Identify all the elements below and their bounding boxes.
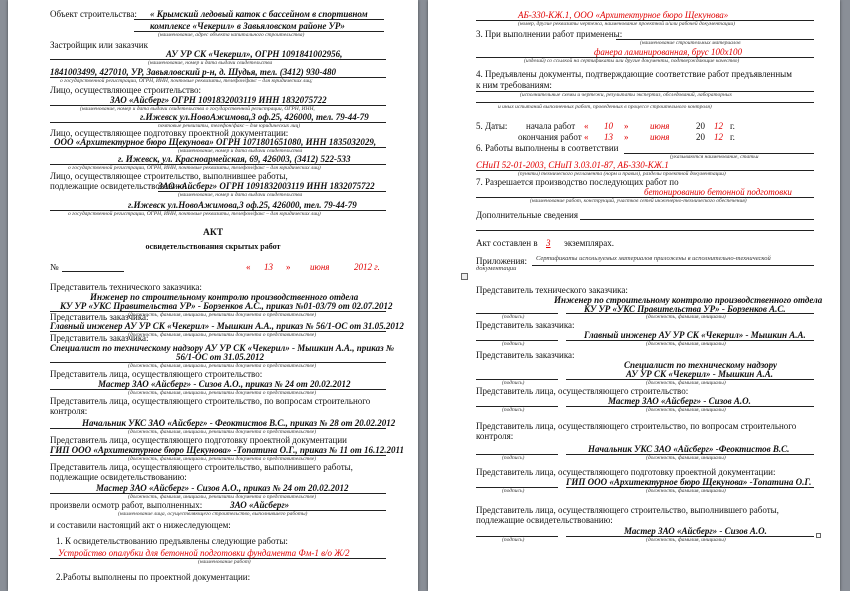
- item5-label: 5. Даты:: [476, 121, 508, 131]
- extra-label: Дополнительные сведения: [476, 210, 579, 220]
- item7-label: 7. Разрешается производство последующих работ по: [476, 177, 679, 187]
- sign1-note: (должность, фамилия, инициалы): [646, 341, 726, 347]
- item3-label: 3. При выполнении работ применены:: [476, 29, 623, 39]
- rep4-label-1: Представитель лица, осуществляющего строительство, по вопросам строительного: [50, 396, 371, 406]
- builder-label: Лицо, осуществляющее строительство:: [50, 85, 202, 95]
- rep2-note: (должность, фамилия, инициалы, реквизиты документа о представительстве): [128, 363, 317, 369]
- rep0-value-2: КУ УР «УКС Правительства УР» - Борзенков А.С., приказ №01-03/79 от 02.07.2012: [60, 301, 393, 311]
- item6-note-1: (указываются наименование, статьи: [670, 154, 759, 160]
- end-g: г.: [730, 132, 735, 142]
- sign6-note: (должность, фамилия, инициалы): [646, 537, 726, 543]
- item1-value: Устройство опалубки для бетонной подготовки фундамента Фм-1 в/о Ж/2: [58, 548, 350, 558]
- builder2-value-2: г.Ижевск ул.НовоАжимова,3 оф.25, 426000, тел. 79-44-79: [128, 200, 357, 210]
- resize-handle-icon[interactable]: [816, 533, 821, 538]
- builder2-note-1: (наименование, номер и дата выдачи свидетельства: [178, 192, 303, 198]
- item7-note: (наименование работ, конструкций, участков сетей инженерно-технического обеспечения): [530, 198, 747, 204]
- sign2-value-1: Специалист по техническому надзору: [624, 360, 778, 370]
- start-month: июня: [650, 121, 670, 131]
- start-quote-open: «: [584, 121, 589, 131]
- act-subtitle: освидетельствования скрытых работ: [145, 242, 281, 251]
- sign4-sig: (подпись): [502, 455, 525, 461]
- rep0-label: Представитель технического заказчика:: [50, 282, 202, 292]
- builder-note-1: (наименование, номер и дата выдачи свидетельства о государственной регистрации, ОГРН, ИНН,: [80, 106, 315, 112]
- rep3-note: (должность, фамилия, инициалы, реквизиты документа о представительстве): [128, 390, 317, 396]
- item4-label-2: к ним требованиям:: [476, 80, 552, 90]
- item4-note-1: (исполнительные схемы и чертежи, результаты экспертиз, обследований, лабораторных: [520, 92, 732, 98]
- object-value-2: комплексе «Чекерил» в Завьяловском районе УР»: [150, 21, 345, 31]
- item6-label: 6. Работы выполнены в соответствии: [476, 143, 619, 153]
- table-handle-icon[interactable]: [461, 273, 468, 280]
- item4-note-2: и иных испытаний выполненных работ, проведенных в процессе строительного контроля): [498, 104, 712, 110]
- act-date-month: июня: [310, 262, 330, 272]
- appendix-label: Приложения:: [476, 256, 527, 266]
- builder-value-1: ЗАО «Айсберг» ОГРН 1091832003119 ИНН 1832075722: [110, 95, 327, 105]
- rep2-value-1: Специалист по техническому надзору АУ УР СК «Чекерил» - Мышкин А.А., приказ №: [50, 343, 395, 353]
- rep2-value-2: 56/1-ОС от 31.05.2012: [176, 352, 265, 362]
- sign5-note: (должность, фамилия, инициалы): [646, 488, 726, 494]
- inspected-label: произвели осмотр работ, выполненных:: [50, 500, 203, 510]
- sign4-label-2: контроля:: [476, 431, 514, 441]
- act-date-day: 13: [264, 262, 273, 272]
- rep2-label: Представитель заказчика:: [50, 333, 149, 343]
- sign4-label-1: Представитель лица, осуществляющего строительство, по вопросам строительного: [476, 421, 797, 431]
- sign5-value-1: ГИП ООО «Архитектурное бюро Щекунова» -Топатина О.Г.: [566, 477, 812, 487]
- sign6-label-1: Представитель лица, осуществляющего строительство, выполнившего работы,: [476, 505, 779, 515]
- sign4-value-1: Начальник УКС ЗАО «Айсберг» -Феоктистов В.С.: [588, 444, 790, 454]
- start-century: 20: [696, 121, 705, 131]
- item6-note-2: (пункты) технического регламента (норм и правил), разделы проектной документации): [518, 171, 726, 177]
- object-label: Объект строительства:: [50, 9, 137, 19]
- sign6-label-2: подлежащие освидетельствованию:: [476, 515, 613, 525]
- item3-note-1: (наименование строительных материалов: [640, 40, 741, 46]
- item5-start-label: начала работ: [526, 121, 576, 131]
- copies-value: 3: [546, 238, 551, 248]
- project-note: (номер, другие реквизиты чертежа, наименование проектной и/или рабочей документации): [518, 21, 735, 27]
- sign2-label: Представитель заказчика:: [476, 350, 575, 360]
- sign3-note: (должность, фамилия, инициалы): [646, 407, 726, 413]
- end-quote-open: «: [584, 132, 589, 142]
- sign4-note: (должность, фамилия, инициалы): [646, 455, 726, 461]
- developer-note-1: (наименование, номер и дата выдачи свидетельства: [148, 60, 273, 66]
- rep6-value-1: Мастер ЗАО «Айсберг» - Сизов А.О., приказ № 24 от 20.02.2012: [96, 483, 349, 493]
- sign0-value-2: КУ УР «УКС Правительства УР» - Борзенков А.С.: [584, 304, 786, 314]
- rep3-value-1: Мастер ЗАО «Айсберг» - Сизов А.О., приказ № 24 от 20.02.2012: [98, 379, 351, 389]
- item7-value: бетонированию бетонной подготовки: [644, 187, 792, 197]
- developer-label: Застройщик или заказчик: [50, 40, 148, 50]
- sign1-sig: (подпись): [502, 341, 525, 347]
- start-day: 10: [604, 121, 613, 131]
- sign0-note: (должность, фамилия, инициалы): [646, 314, 726, 320]
- developer-value-2: 1841003499, 427010, УР, Завьяловский р-н, д. Шудья, тел. (3412) 930-480: [50, 67, 336, 77]
- sign0-value-1: Инженер по строительному контролю производственного отдела: [554, 295, 823, 305]
- rep5-note: (должность, фамилия, инициалы, реквизиты документа о представительстве): [128, 456, 317, 462]
- sign6-value-1: Мастер ЗАО «Айсберг» - Сизов А.О.: [624, 526, 767, 536]
- rep4-note: (должность, фамилия, инициалы, реквизиты документа о представительстве): [128, 429, 317, 435]
- copies-suffix: экземплярах.: [564, 238, 615, 248]
- builder-note-2: почтовые реквизиты, телефон/факс – для юридических лиц): [158, 123, 301, 129]
- sign0-label: Представитель технического заказчика:: [476, 285, 628, 295]
- rep4-label-2: контроля:: [50, 406, 88, 416]
- builder2-label-1: Лицо, осуществляющее строительство, выполнившее работы,: [50, 171, 288, 181]
- item3-note-2: (изделий) со ссылкой на сертификаты или другие документы, подтверждающие качество): [524, 58, 740, 64]
- rep1-note: (должность, фамилия, инициалы, реквизиты документа о представительстве): [128, 332, 317, 338]
- appendix-value-2: документации: [476, 265, 517, 272]
- project-value: АБ-330-КЖ.1, ООО «Архитектурное бюро Щекунова»: [518, 10, 729, 20]
- start-g: г.: [730, 121, 735, 131]
- item1-label: 1. К освидетельствованию предъявлены следующие работы:: [56, 536, 288, 546]
- act-date-quote-open: «: [246, 262, 251, 272]
- document-page-left: [8, 0, 418, 591]
- builder-value-2: г.Ижевск ул.НовоАжимова,3 оф.25, 426000, тел. 79-44-79: [140, 112, 369, 122]
- rep0-note: (должность, фамилия, инициалы, реквизиты документа о представительстве): [128, 312, 317, 318]
- designer-value-1: ООО «Архитектурное бюро Щекунова» ОГРН 1071801651080, ИНН 1835032029,: [54, 137, 377, 147]
- designer-label: Лицо, осуществляющее подготовку проектной документации:: [50, 128, 289, 138]
- sign1-value-1: Главный инженер АУ УР СК «Чекерил» - Мышкин А.А.: [584, 330, 806, 340]
- copies-label: Акт составлен в: [476, 238, 538, 248]
- sign3-sig: (подпись): [502, 407, 525, 413]
- item1-note: (наименование работ): [198, 559, 251, 565]
- item5-end-label: окончания работ: [518, 132, 582, 142]
- appendix-value: Сертификаты используемых материалов приложены в исполнительно-технической: [536, 255, 771, 262]
- sign3-label: Представитель лица, осуществляющего строительство:: [476, 386, 689, 396]
- rep4-value-1: Начальник УКС ЗАО «Айсберг» - Феоктистов В.С., приказ № 28 от 20.02.2012: [82, 418, 396, 428]
- sign2-value-2: АУ УР СК «Чекерил» - Мышкин А.А.: [626, 369, 774, 379]
- builder2-label-2: подлежащие освидетельствованию:: [50, 181, 187, 191]
- act-date-quote-close: »: [286, 262, 291, 272]
- rep6-note: (должность, фамилия, инициалы, реквизиты документа о представительстве): [128, 494, 317, 500]
- end-day: 13: [604, 132, 613, 142]
- sign5-sig: (подпись): [502, 488, 525, 494]
- designer-note-1: (наименование, номер и дата выдачи свидетельства: [178, 148, 303, 154]
- designer-value-2: г. Ижевск, ул. Красноармейская, 69, 426003, (3412) 522-533: [118, 154, 351, 164]
- rep5-label: Представитель лица, осуществляющего подготовку проектной документации: [50, 435, 347, 445]
- builder2-note-2: о государственной регистрации, ОГРН, ИНН, почтовые реквизиты, телефон/факс – для юридических лиц): [68, 211, 321, 217]
- document-page-right: [428, 0, 840, 591]
- end-month: июня: [650, 132, 670, 142]
- sign1-label: Представитель заказчика:: [476, 320, 575, 330]
- start-year: 12: [714, 121, 723, 131]
- object-note: (наименование, адрес объекта капитального строительства): [158, 32, 305, 38]
- item3-value: фанера ламинированная, брус 100х100: [594, 47, 742, 57]
- rep1-value-1: Главный инженер АУ УР СК «Чекерил» - Мышкин А.А., приказ № 56/1-ОС от 31.05.2012: [50, 321, 404, 331]
- developer-value-1: АУ УР СК «Чекерил», ОГРН 1091841002956,: [166, 49, 343, 59]
- sign3-value-1: Мастер ЗАО «Айсберг» - Сизов А.О.: [608, 396, 751, 406]
- sign0-sig: (подпись): [502, 314, 525, 320]
- act-date-year: 2012 г.: [354, 262, 380, 272]
- builder2-value-1: ЗАО «Айсберг» ОГРН 1091832003119 ИНН 1832075722: [158, 181, 375, 191]
- object-value-1: « Крымский ледовый каток с бассейном в спортивном: [150, 9, 368, 19]
- end-century: 20: [696, 132, 705, 142]
- rep6-label-2: подлежащие освидетельствованию:: [50, 472, 187, 482]
- developer-note-2: о государственной регистрации, ОГРН, ИНН, почтовые реквизиты, телефон/факс – для юридических лиц;: [60, 78, 313, 84]
- rep1-label: Представитель заказчика:: [50, 312, 149, 322]
- sign6-sig: (подпись): [502, 537, 525, 543]
- designer-note-2: о государственной регистрации, ОГРН, ИНН, почтовые реквизиты, телефон/факс – для юридических лиц): [68, 165, 321, 171]
- rep6-label-1: Представитель лица, осуществляющего строительство, выполнившего работы,: [50, 462, 353, 472]
- end-quote-close: »: [624, 132, 629, 142]
- inspected-note: (наименование лица, осуществляющего строительство, выполнившего работы): [118, 511, 308, 517]
- sign2-sig: (подпись): [502, 380, 525, 386]
- item4-label-1: 4. Предъявлены документы, подтверждающие соответствие работ предъявленным: [476, 69, 792, 79]
- composed-text: и составили настоящий акт о нижеследующем:: [50, 520, 231, 530]
- end-year: 12: [714, 132, 723, 142]
- rep0-value-1: Инженер по строительному контролю производственного отдела: [90, 292, 359, 302]
- rep5-value-1: ГИП ООО «Архитектурное бюро Щекунова» -Топатина О.Г., приказ № 11 от 16.12.2011: [50, 445, 404, 455]
- sign5-label: Представитель лица, осуществляющего подготовку проектной документации:: [476, 467, 776, 477]
- start-quote-close: »: [624, 121, 629, 131]
- act-title: АКТ: [202, 228, 224, 238]
- inspected-value: ЗАО «Айсберг»: [230, 500, 290, 510]
- sign2-note: (должность, фамилия, инициалы): [646, 380, 726, 386]
- rep3-label: Представитель лица, осуществляющего строительство:: [50, 369, 263, 379]
- item6-value: СНиП 52-01-2003, СНиП 3.03.01-87, АБ-330-КЖ.1: [476, 160, 669, 170]
- act-number-label: №: [50, 262, 59, 272]
- item2-label: 2.Работы выполнены по проектной документации:: [56, 572, 251, 582]
